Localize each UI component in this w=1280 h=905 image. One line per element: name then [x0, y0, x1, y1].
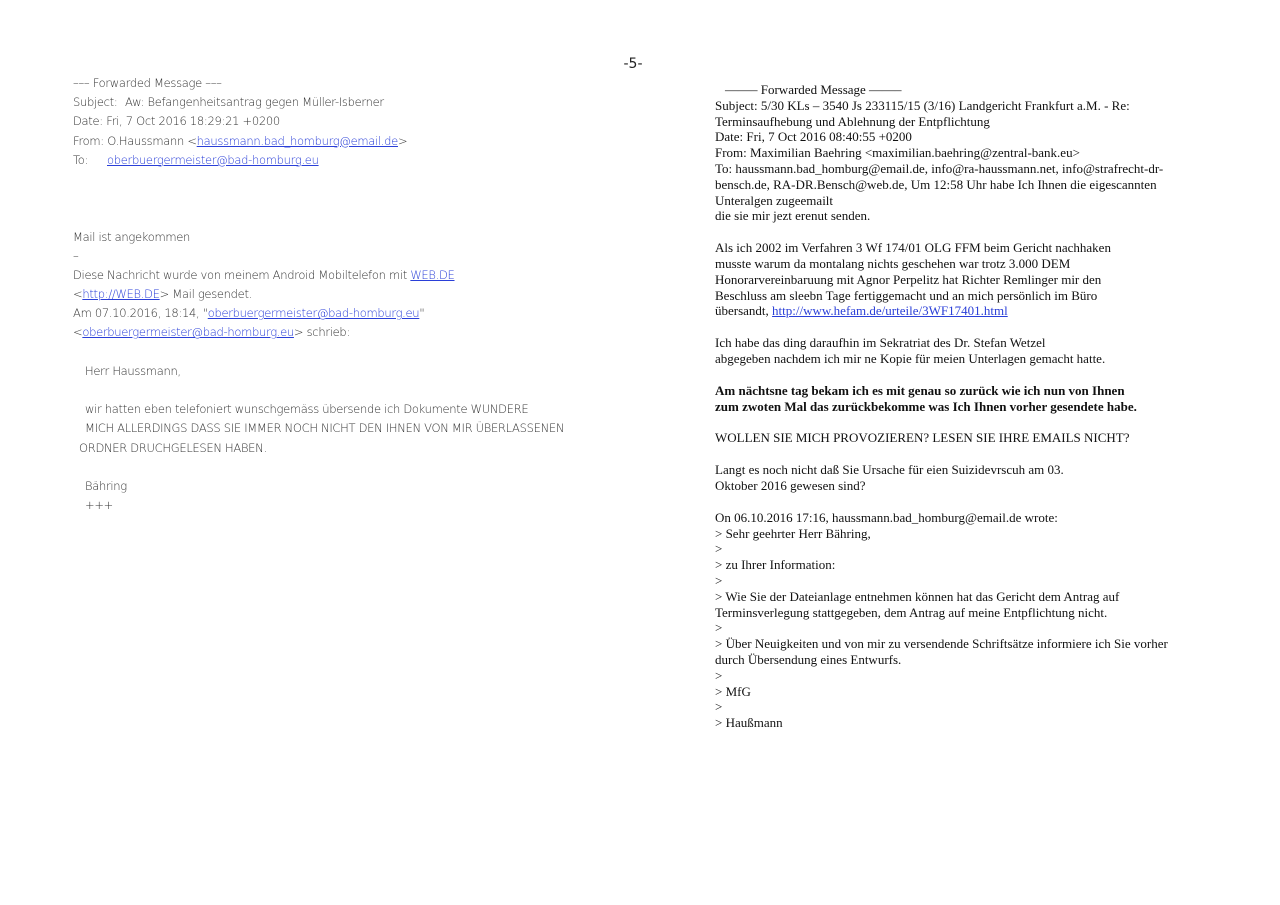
wrote-email-link[interactable]: oberbuergermeister@bad-homburg.eu	[82, 325, 294, 340]
para1-line-5	[715, 303, 1205, 319]
quote-line: > MfG	[715, 683, 751, 699]
to-line-3: Unteralgen zugeemailt	[715, 192, 834, 208]
body-text-1: wir hatten eben telefoniert wunschgemäss übersende ich Dokumente WUNDERE	[85, 402, 529, 417]
body-text-2: MICH ALLERDINGS DASS SIE IMMER NOCH NICHT DEN IHNEN VON MIR ÜBERLASSENEN	[85, 421, 565, 436]
quote-line: >	[715, 620, 723, 636]
hefam-link[interactable]: http://www.hefam.de/urteile/3WF17401.html	[772, 303, 1008, 319]
from-close: >	[397, 133, 408, 148]
quote-line: > Sehr geehrter Herr Bähring,	[715, 525, 871, 541]
from-name: O.Haussmann <	[107, 133, 197, 148]
date-line	[73, 112, 633, 131]
signature: Bähring	[85, 478, 127, 493]
quote-line: > Über Neuigkeiten und von mir zu versendende Schriftsätze informiere ich Sie vorher	[715, 636, 1168, 652]
subject-line	[73, 93, 633, 112]
para1-line-4: Beschluss am sleebn Tage fertiggemacht und an mich persönlich im Büro	[715, 287, 1098, 303]
sent-from-text: Diese Nachricht wurde von meinem Android Mobiltelefon mit	[73, 267, 411, 282]
body-text-3: ORDNER DRUCHGELESEN HABEN.	[79, 440, 267, 455]
greeting: Herr Haussmann,	[85, 363, 181, 378]
para3-line-2: zum zwoten Mal das zurückbekomme was Ich Ihnen vorher gesendete habe.	[715, 398, 1137, 414]
from-email-link[interactable]: haussmann.bad_homburg@email.de	[196, 133, 398, 148]
forward-header: ——– Forwarded Message ——–	[725, 82, 902, 97]
quote-line: >	[715, 541, 723, 557]
to-email-link[interactable]: oberbuergermeister@bad-homburg.eu	[107, 152, 319, 167]
body-line-sent-from	[73, 266, 633, 285]
quote-line: > zu Ihrer Information:	[715, 557, 836, 573]
page-number: -5-	[623, 56, 643, 72]
para1-line-1: Als ich 2002 im Verfahren 3 Wf 174/01 OLG FFM beim Gericht nachhaken	[715, 240, 1111, 256]
quote-line: >	[715, 699, 723, 715]
subject-text: Aw: Befangenheitsantrag gegen Müller-Isberner	[125, 95, 384, 110]
quote-line: >	[715, 667, 723, 683]
quote-intro: On 06.10.2016 17:16, haussmann.bad_homburg@email.de wrote:	[715, 509, 1058, 525]
subject-line-2: Terminsaufhebung und Ablehnung der Entpflichtung	[715, 113, 990, 129]
subject-label: Subject:	[73, 95, 118, 110]
para1-line-3: Honorarvereinbaruung mit Agnor Perpelitz hat Richter Remlinger mir den	[715, 271, 1102, 287]
right-email-printout	[715, 82, 1205, 731]
forward-header: ––– Forwarded Message –––	[73, 76, 222, 90]
wrote-open: <	[73, 325, 83, 340]
wrote-text: > schrieb:	[293, 325, 350, 340]
body-dash: –	[73, 248, 79, 263]
to-line-1: To: haussmann.bad_homburg@email.de, info@ra-haussmann.net, info@strafrecht-dr-	[715, 160, 1164, 176]
quote-date-text: Am 07.10.2016, 18:14, "	[73, 306, 208, 321]
from-line: From: Maximilian Baehring <maximilian.baehring@zentral-bank.eu>	[715, 145, 1080, 161]
para2-line-2: abgegeben nachdem ich mir ne Kopie für meien Unterlagen gemacht hatte.	[715, 350, 1106, 366]
to-line	[73, 151, 633, 170]
quote-line: durch Übersendung eines Entwurfs.	[715, 651, 902, 667]
para2-line-1: Ich habe das ding daraufhin im Sekratriat des Dr. Stefan Wetzel	[715, 335, 1046, 351]
to-line-4: die sie mir jezt erenut senden.	[715, 208, 871, 224]
body-line-wrote	[73, 323, 633, 342]
body-line-arrived: Mail ist angekommen	[73, 229, 191, 244]
para4: WOLLEN SIE MICH PROVOZIEREN? LESEN SIE IHRE EMAILS NICHT?	[715, 430, 1130, 446]
para5-line-1: Langt es noch nicht daß Sie Ursache für eien Suizidevrscuh am 03.	[715, 462, 1064, 478]
subject-line-1: Subject: 5/30 KLs – 3540 Js 233115/15 (3/16) Landgericht Frankfurt a.M. - Re:	[715, 97, 1130, 113]
quote-line: > Wie Sie der Dateianlage entnehmen können hat das Gericht dem Antrag auf	[715, 588, 1120, 604]
para5-line-2: Oktober 2016 gewesen sind?	[715, 477, 866, 493]
to-label: To:	[73, 152, 89, 167]
mail-sent-text: > Mail gesendet.	[159, 287, 253, 302]
webde-url-link[interactable]: http://WEB.DE	[82, 287, 160, 302]
date-line: Date: Fri, 7 Oct 2016 08:40:55 +0200	[715, 129, 912, 145]
quote-line: Terminsverlegung stattgegeben, dem Antrag auf meine Entpflichtung nicht.	[715, 604, 1108, 620]
from-line	[73, 132, 633, 151]
para3-line-1: Am nächtsne tag bekam ich es mit genau so zurück wie ich nun von Ihnen	[715, 382, 1125, 398]
quote-line: >	[715, 572, 723, 588]
sent-text: übersandt,	[715, 303, 773, 319]
left-email-printout	[73, 74, 633, 515]
url-open: <	[73, 287, 83, 302]
quote-close: "	[419, 306, 425, 321]
para1-line-2: musste warum da montalang nichts geschehen war trotz 3.000 DEM	[715, 255, 1071, 271]
body-line-webde-url	[73, 285, 633, 304]
webde-link[interactable]: WEB.DE	[410, 267, 455, 282]
signature-plus: +++	[85, 498, 114, 513]
date-label: Date:	[73, 114, 103, 129]
quote-email-link[interactable]: oberbuergermeister@bad-homburg.eu	[207, 306, 420, 321]
quote-line: > Haußmann	[715, 715, 783, 731]
to-line-2: bensch.de, RA-DR.Bensch@web.de, Um 12:58 Uhr habe Ich Ihnen die eigescannten	[715, 176, 1157, 192]
from-label: From:	[73, 133, 104, 148]
body-line-quote-date	[73, 304, 633, 323]
date-text: Fri, 7 Oct 2016 18:29:21 +0200	[106, 114, 280, 129]
